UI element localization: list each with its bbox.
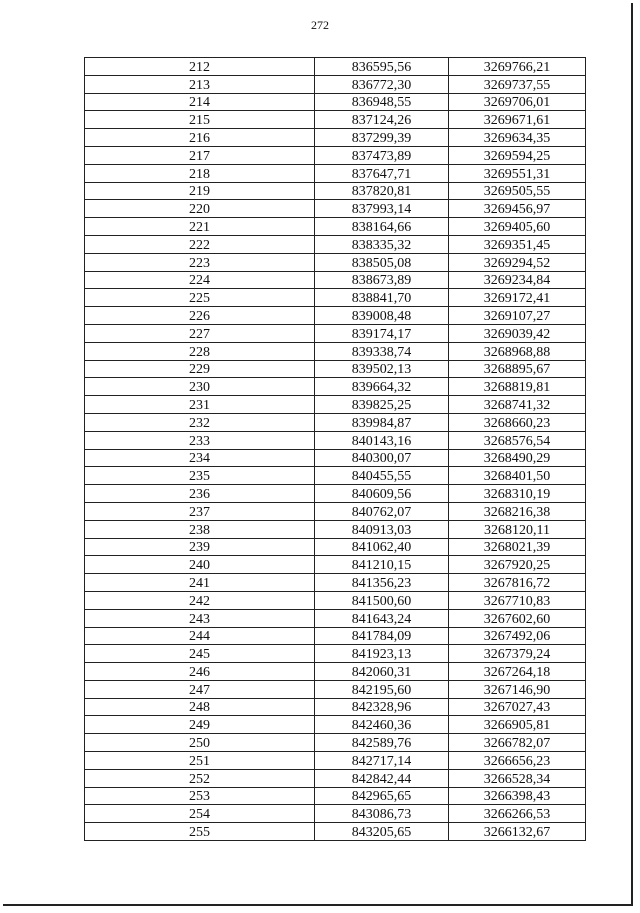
y-coordinate-cell: 3268968,88 bbox=[449, 342, 586, 360]
y-coordinate-cell: 3268401,50 bbox=[449, 467, 586, 485]
table-row bbox=[85, 485, 586, 503]
point-number-cell: 223 bbox=[85, 253, 315, 271]
y-coordinate-cell: 3269172,41 bbox=[449, 289, 586, 307]
table-row bbox=[85, 378, 586, 396]
table-row bbox=[85, 271, 586, 289]
y-coordinate-cell: 3269594,25 bbox=[449, 146, 586, 164]
table-row bbox=[85, 182, 586, 200]
x-coordinate-cell: 836595,56 bbox=[315, 58, 449, 76]
y-coordinate-cell: 3267027,43 bbox=[449, 698, 586, 716]
table-row bbox=[85, 111, 586, 129]
coordinates-table bbox=[84, 57, 586, 841]
point-number-cell: 213 bbox=[85, 75, 315, 93]
table-row bbox=[85, 342, 586, 360]
point-number-cell: 227 bbox=[85, 324, 315, 342]
point-number-cell: 252 bbox=[85, 769, 315, 787]
table-row bbox=[85, 663, 586, 681]
x-coordinate-cell: 842842,44 bbox=[315, 769, 449, 787]
table-row bbox=[85, 752, 586, 770]
point-number-cell: 215 bbox=[85, 111, 315, 129]
x-coordinate-cell: 839825,25 bbox=[315, 396, 449, 414]
y-coordinate-cell: 3268576,54 bbox=[449, 431, 586, 449]
y-coordinate-cell: 3269766,21 bbox=[449, 58, 586, 76]
table-row bbox=[85, 58, 586, 76]
y-coordinate-cell: 3269671,61 bbox=[449, 111, 586, 129]
x-coordinate-cell: 841062,40 bbox=[315, 538, 449, 556]
x-coordinate-cell: 842195,60 bbox=[315, 680, 449, 698]
point-number-cell: 253 bbox=[85, 787, 315, 805]
x-coordinate-cell: 841500,60 bbox=[315, 591, 449, 609]
x-coordinate-cell: 840143,16 bbox=[315, 431, 449, 449]
x-coordinate-cell: 842328,96 bbox=[315, 698, 449, 716]
table-row bbox=[85, 556, 586, 574]
table-row bbox=[85, 235, 586, 253]
y-coordinate-cell: 3269505,55 bbox=[449, 182, 586, 200]
x-coordinate-cell: 839984,87 bbox=[315, 413, 449, 431]
point-number-cell: 228 bbox=[85, 342, 315, 360]
y-coordinate-cell: 3266398,43 bbox=[449, 787, 586, 805]
table-row bbox=[85, 129, 586, 147]
x-coordinate-cell: 842460,36 bbox=[315, 716, 449, 734]
point-number-cell: 233 bbox=[85, 431, 315, 449]
point-number-cell: 246 bbox=[85, 663, 315, 681]
y-coordinate-cell: 3266656,23 bbox=[449, 752, 586, 770]
point-number-cell: 236 bbox=[85, 485, 315, 503]
point-number-cell: 245 bbox=[85, 645, 315, 663]
table-row bbox=[85, 307, 586, 325]
x-coordinate-cell: 842965,65 bbox=[315, 787, 449, 805]
point-number-cell: 239 bbox=[85, 538, 315, 556]
table-row bbox=[85, 787, 586, 805]
table-row bbox=[85, 591, 586, 609]
point-number-cell: 241 bbox=[85, 574, 315, 592]
y-coordinate-cell: 3269456,97 bbox=[449, 200, 586, 218]
y-coordinate-cell: 3269234,84 bbox=[449, 271, 586, 289]
table-row bbox=[85, 823, 586, 841]
table-row bbox=[85, 218, 586, 236]
point-number-cell: 242 bbox=[85, 591, 315, 609]
table-row bbox=[85, 360, 586, 378]
point-number-cell: 232 bbox=[85, 413, 315, 431]
table-row bbox=[85, 200, 586, 218]
point-number-cell: 251 bbox=[85, 752, 315, 770]
table-row bbox=[85, 538, 586, 556]
x-coordinate-cell: 840609,56 bbox=[315, 485, 449, 503]
point-number-cell: 225 bbox=[85, 289, 315, 307]
x-coordinate-cell: 838505,08 bbox=[315, 253, 449, 271]
table-row bbox=[85, 680, 586, 698]
y-coordinate-cell: 3267710,83 bbox=[449, 591, 586, 609]
y-coordinate-cell: 3266528,34 bbox=[449, 769, 586, 787]
table-row bbox=[85, 805, 586, 823]
table-row bbox=[85, 146, 586, 164]
table-row bbox=[85, 609, 586, 627]
x-coordinate-cell: 837993,14 bbox=[315, 200, 449, 218]
x-coordinate-cell: 842060,31 bbox=[315, 663, 449, 681]
y-coordinate-cell: 3267146,90 bbox=[449, 680, 586, 698]
point-number-cell: 234 bbox=[85, 449, 315, 467]
point-number-cell: 255 bbox=[85, 823, 315, 841]
page-number: 272 bbox=[311, 18, 329, 32]
table-row bbox=[85, 396, 586, 414]
point-number-cell: 248 bbox=[85, 698, 315, 716]
y-coordinate-cell: 3266266,53 bbox=[449, 805, 586, 823]
y-coordinate-cell: 3267492,06 bbox=[449, 627, 586, 645]
y-coordinate-cell: 3269405,60 bbox=[449, 218, 586, 236]
point-number-cell: 214 bbox=[85, 93, 315, 111]
x-coordinate-cell: 838164,66 bbox=[315, 218, 449, 236]
y-coordinate-cell: 3269351,45 bbox=[449, 235, 586, 253]
y-coordinate-cell: 3266905,81 bbox=[449, 716, 586, 734]
x-coordinate-cell: 837473,89 bbox=[315, 146, 449, 164]
point-number-cell: 244 bbox=[85, 627, 315, 645]
point-number-cell: 235 bbox=[85, 467, 315, 485]
point-number-cell: 219 bbox=[85, 182, 315, 200]
x-coordinate-cell: 839008,48 bbox=[315, 307, 449, 325]
point-number-cell: 247 bbox=[85, 680, 315, 698]
y-coordinate-cell: 3268490,29 bbox=[449, 449, 586, 467]
x-coordinate-cell: 837647,71 bbox=[315, 164, 449, 182]
point-number-cell: 231 bbox=[85, 396, 315, 414]
table-row bbox=[85, 698, 586, 716]
x-coordinate-cell: 841643,24 bbox=[315, 609, 449, 627]
y-coordinate-cell: 3268741,32 bbox=[449, 396, 586, 414]
x-coordinate-cell: 843086,73 bbox=[315, 805, 449, 823]
table-row bbox=[85, 253, 586, 271]
y-coordinate-cell: 3269634,35 bbox=[449, 129, 586, 147]
table-row bbox=[85, 645, 586, 663]
point-number-cell: 238 bbox=[85, 520, 315, 538]
table-row bbox=[85, 93, 586, 111]
point-number-cell: 212 bbox=[85, 58, 315, 76]
y-coordinate-cell: 3269706,01 bbox=[449, 93, 586, 111]
table-row bbox=[85, 574, 586, 592]
y-coordinate-cell: 3268310,19 bbox=[449, 485, 586, 503]
table-row bbox=[85, 431, 586, 449]
y-coordinate-cell: 3268895,67 bbox=[449, 360, 586, 378]
point-number-cell: 222 bbox=[85, 235, 315, 253]
table-row bbox=[85, 734, 586, 752]
point-number-cell: 229 bbox=[85, 360, 315, 378]
point-number-cell: 226 bbox=[85, 307, 315, 325]
point-number-cell: 224 bbox=[85, 271, 315, 289]
x-coordinate-cell: 838841,70 bbox=[315, 289, 449, 307]
y-coordinate-cell: 3267264,18 bbox=[449, 663, 586, 681]
y-coordinate-cell: 3269107,27 bbox=[449, 307, 586, 325]
x-coordinate-cell: 842717,14 bbox=[315, 752, 449, 770]
table-row bbox=[85, 467, 586, 485]
point-number-cell: 230 bbox=[85, 378, 315, 396]
table-row bbox=[85, 324, 586, 342]
coordinates-table-body bbox=[85, 58, 586, 841]
y-coordinate-cell: 3267816,72 bbox=[449, 574, 586, 592]
point-number-cell: 254 bbox=[85, 805, 315, 823]
x-coordinate-cell: 840762,07 bbox=[315, 502, 449, 520]
x-coordinate-cell: 838335,32 bbox=[315, 235, 449, 253]
table-row bbox=[85, 449, 586, 467]
x-coordinate-cell: 839502,13 bbox=[315, 360, 449, 378]
y-coordinate-cell: 3267379,24 bbox=[449, 645, 586, 663]
x-coordinate-cell: 836772,30 bbox=[315, 75, 449, 93]
y-coordinate-cell: 3269294,52 bbox=[449, 253, 586, 271]
point-number-cell: 218 bbox=[85, 164, 315, 182]
point-number-cell: 250 bbox=[85, 734, 315, 752]
point-number-cell: 216 bbox=[85, 129, 315, 147]
point-number-cell: 249 bbox=[85, 716, 315, 734]
point-number-cell: 240 bbox=[85, 556, 315, 574]
y-coordinate-cell: 3269039,42 bbox=[449, 324, 586, 342]
x-coordinate-cell: 837820,81 bbox=[315, 182, 449, 200]
x-coordinate-cell: 841356,23 bbox=[315, 574, 449, 592]
point-number-cell: 221 bbox=[85, 218, 315, 236]
point-number-cell: 237 bbox=[85, 502, 315, 520]
table-row bbox=[85, 627, 586, 645]
y-coordinate-cell: 3267602,60 bbox=[449, 609, 586, 627]
y-coordinate-cell: 3266132,67 bbox=[449, 823, 586, 841]
table-row bbox=[85, 520, 586, 538]
y-coordinate-cell: 3268021,39 bbox=[449, 538, 586, 556]
x-coordinate-cell: 836948,55 bbox=[315, 93, 449, 111]
x-coordinate-cell: 838673,89 bbox=[315, 271, 449, 289]
x-coordinate-cell: 841210,15 bbox=[315, 556, 449, 574]
x-coordinate-cell: 837299,39 bbox=[315, 129, 449, 147]
table-row bbox=[85, 164, 586, 182]
x-coordinate-cell: 842589,76 bbox=[315, 734, 449, 752]
y-coordinate-cell: 3268216,38 bbox=[449, 502, 586, 520]
x-coordinate-cell: 843205,65 bbox=[315, 823, 449, 841]
y-coordinate-cell: 3267920,25 bbox=[449, 556, 586, 574]
point-number-cell: 220 bbox=[85, 200, 315, 218]
table-row bbox=[85, 716, 586, 734]
point-number-cell: 243 bbox=[85, 609, 315, 627]
y-coordinate-cell: 3268660,23 bbox=[449, 413, 586, 431]
table-row bbox=[85, 413, 586, 431]
table-row bbox=[85, 75, 586, 93]
y-coordinate-cell: 3266782,07 bbox=[449, 734, 586, 752]
table-row bbox=[85, 769, 586, 787]
y-coordinate-cell: 3268819,81 bbox=[449, 378, 586, 396]
x-coordinate-cell: 840300,07 bbox=[315, 449, 449, 467]
x-coordinate-cell: 841784,09 bbox=[315, 627, 449, 645]
x-coordinate-cell: 837124,26 bbox=[315, 111, 449, 129]
y-coordinate-cell: 3269737,55 bbox=[449, 75, 586, 93]
point-number-cell: 217 bbox=[85, 146, 315, 164]
y-coordinate-cell: 3268120,11 bbox=[449, 520, 586, 538]
x-coordinate-cell: 841923,13 bbox=[315, 645, 449, 663]
x-coordinate-cell: 840913,03 bbox=[315, 520, 449, 538]
x-coordinate-cell: 839338,74 bbox=[315, 342, 449, 360]
x-coordinate-cell: 840455,55 bbox=[315, 467, 449, 485]
table-row bbox=[85, 289, 586, 307]
x-coordinate-cell: 839664,32 bbox=[315, 378, 449, 396]
table-row bbox=[85, 502, 586, 520]
x-coordinate-cell: 839174,17 bbox=[315, 324, 449, 342]
y-coordinate-cell: 3269551,31 bbox=[449, 164, 586, 182]
